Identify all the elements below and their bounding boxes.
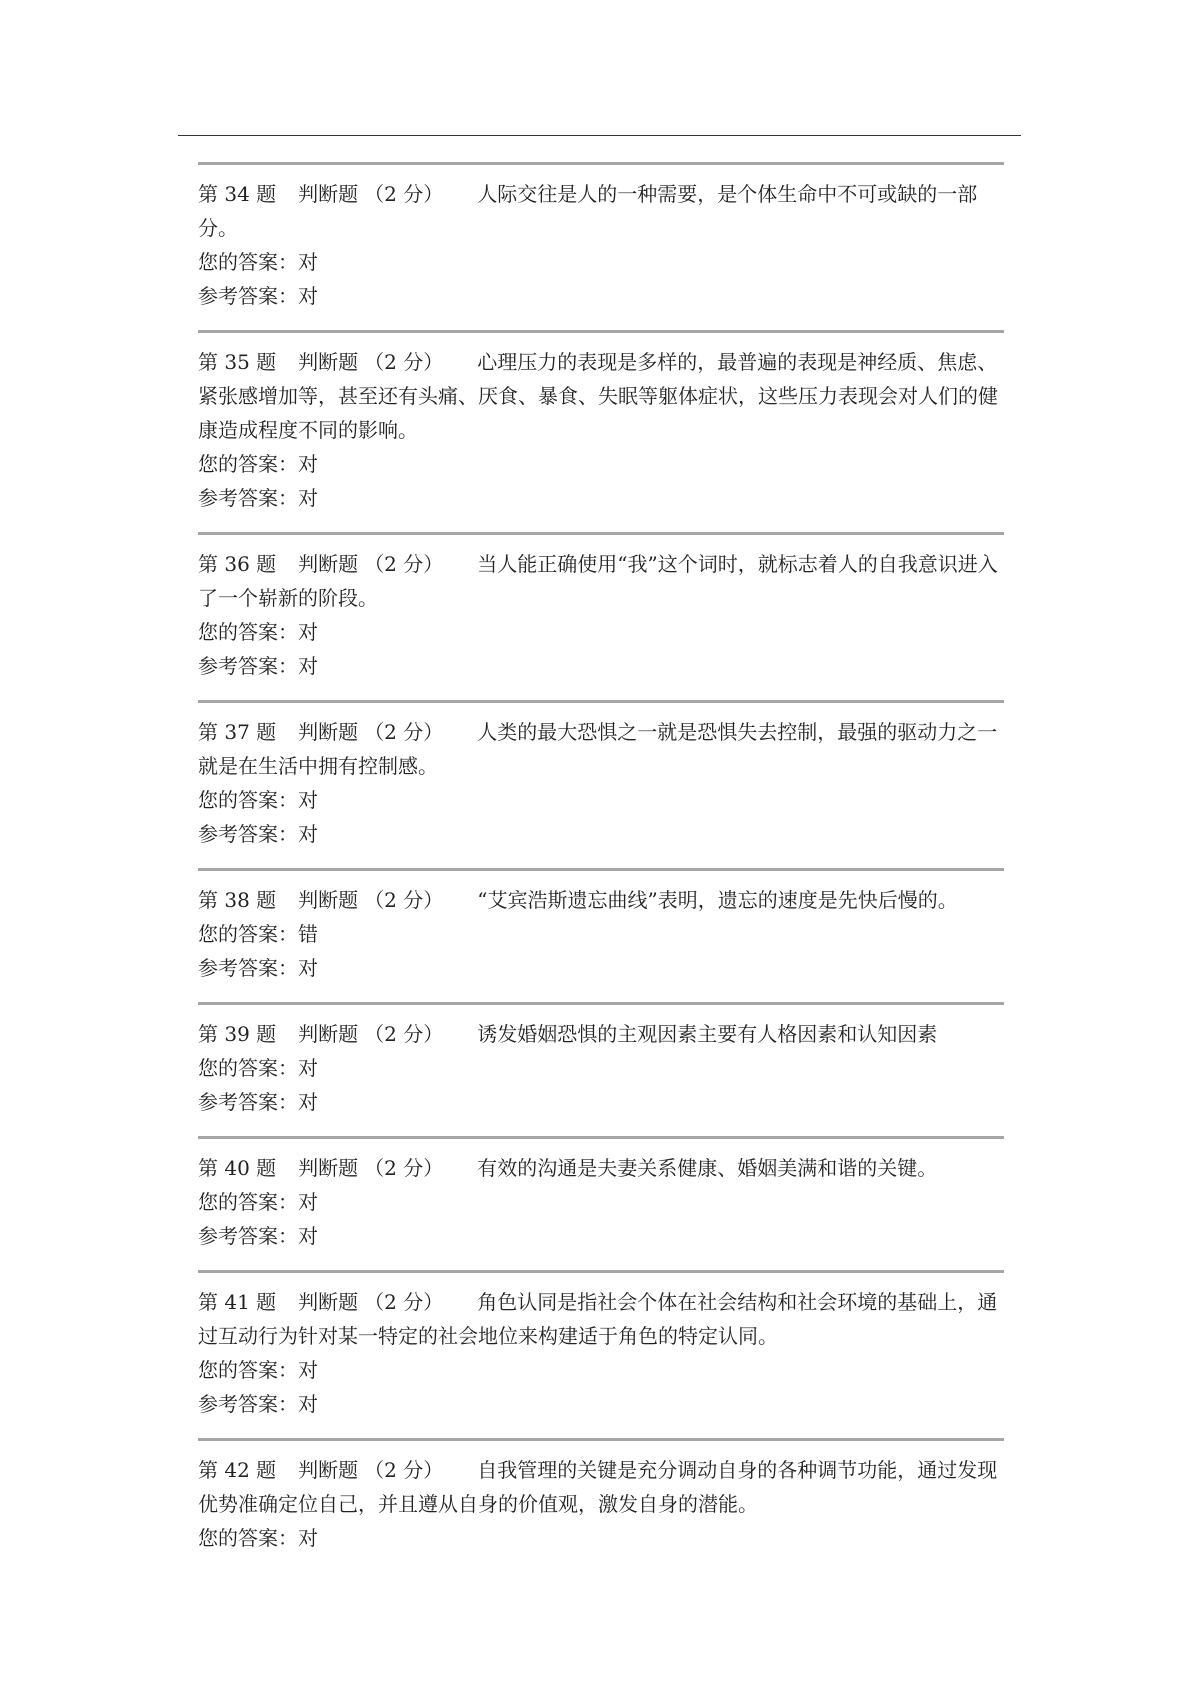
question-score: （2 分） xyxy=(364,1458,444,1482)
question-separator xyxy=(198,1136,1004,1139)
reference-answer-line xyxy=(198,817,1004,851)
question-list xyxy=(198,162,1004,1572)
question-score: （2 分） xyxy=(364,888,444,912)
question-type: 判断题 xyxy=(298,350,359,374)
your-answer-line xyxy=(198,1185,1004,1219)
reference-answer-label: 参考答案： xyxy=(198,486,298,510)
your-answer-label: 您的答案： xyxy=(198,452,298,476)
question-number: 第 38 题 xyxy=(198,888,277,912)
question-text-line xyxy=(198,177,1004,245)
reference-answer-label: 参考答案： xyxy=(198,1392,298,1416)
question-statement: 自我管理的关键是充分调动自身的各种调节功能，通过发现优势准确定位自己，并且遵从自身的价值观，激发自身的潜能。 xyxy=(198,1458,998,1516)
reference-answer-label: 参考答案： xyxy=(198,956,298,980)
reference-answer-line xyxy=(198,1387,1004,1421)
question-type: 判断题 xyxy=(298,1022,359,1046)
question-text-line xyxy=(198,715,1004,783)
question-number: 第 41 题 xyxy=(198,1290,277,1314)
question-block xyxy=(198,700,1004,868)
your-answer-line xyxy=(198,783,1004,817)
your-answer-label: 您的答案： xyxy=(198,620,298,644)
your-answer-label: 您的答案： xyxy=(198,1526,298,1550)
your-answer-label: 您的答案： xyxy=(198,250,298,274)
question-block xyxy=(198,1270,1004,1438)
your-answer-label: 您的答案： xyxy=(198,1358,298,1382)
question-number: 第 35 题 xyxy=(198,350,277,374)
your-answer-value: 对 xyxy=(298,620,318,644)
your-answer-value: 错 xyxy=(298,922,318,946)
question-separator xyxy=(198,1002,1004,1005)
question-statement: 人类的最大恐惧之一就是恐惧失去控制，最强的驱动力之一就是在生活中拥有控制感。 xyxy=(198,720,998,778)
question-type: 判断题 xyxy=(298,1290,359,1314)
reference-answer-value: 对 xyxy=(298,1090,318,1114)
reference-answer-label: 参考答案： xyxy=(198,654,298,678)
question-score: （2 分） xyxy=(364,1290,444,1314)
question-statement: 人际交往是人的一种需要，是个体生命中不可或缺的一部分。 xyxy=(198,182,978,240)
question-statement: 角色认同是指社会个体在社会结构和社会环境的基础上，通过互动行为针对某一特定的社会地位来构建适于角色的特定认同。 xyxy=(198,1290,998,1348)
reference-answer-value: 对 xyxy=(298,486,318,510)
reference-answer-label: 参考答案： xyxy=(198,284,298,308)
question-separator xyxy=(198,1270,1004,1273)
question-type: 判断题 xyxy=(298,552,359,576)
your-answer-line xyxy=(198,1353,1004,1387)
question-block xyxy=(198,1136,1004,1270)
question-score: （2 分） xyxy=(364,350,444,374)
question-statement: “艾宾浩斯遗忘曲线”表明，遗忘的速度是先快后慢的。 xyxy=(477,888,958,912)
question-score: （2 分） xyxy=(364,552,444,576)
question-type: 判断题 xyxy=(298,720,359,744)
your-answer-label: 您的答案： xyxy=(198,1190,298,1214)
question-separator xyxy=(198,868,1004,871)
question-type: 判断题 xyxy=(298,888,359,912)
question-score: （2 分） xyxy=(364,1022,444,1046)
reference-answer-line xyxy=(198,279,1004,313)
question-separator xyxy=(198,330,1004,333)
your-answer-value: 对 xyxy=(298,788,318,812)
question-number: 第 34 题 xyxy=(198,182,277,206)
question-separator xyxy=(198,700,1004,703)
question-text-line xyxy=(198,547,1004,615)
question-text-line xyxy=(198,1017,1004,1051)
your-answer-line xyxy=(198,615,1004,649)
question-statement: 诱发婚姻恐惧的主观因素主要有人格因素和认知因素 xyxy=(477,1022,938,1046)
question-block xyxy=(198,532,1004,700)
reference-answer-value: 对 xyxy=(298,1392,318,1416)
question-statement: 有效的沟通是夫妻关系健康、婚姻美满和谐的关键。 xyxy=(477,1156,938,1180)
reference-answer-label: 参考答案： xyxy=(198,1090,298,1114)
reference-answer-value: 对 xyxy=(298,654,318,678)
question-type: 判断题 xyxy=(298,182,359,206)
question-text-line xyxy=(198,883,1004,917)
question-block xyxy=(198,868,1004,1002)
your-answer-value: 对 xyxy=(298,1526,318,1550)
reference-answer-value: 对 xyxy=(298,1224,318,1248)
question-separator xyxy=(198,162,1004,165)
your-answer-value: 对 xyxy=(298,1358,318,1382)
question-separator xyxy=(198,1438,1004,1441)
your-answer-label: 您的答案： xyxy=(198,1056,298,1080)
question-separator xyxy=(198,532,1004,535)
question-score: （2 分） xyxy=(364,1156,444,1180)
header-rule xyxy=(178,135,1021,136)
question-statement: 心理压力的表现是多样的，最普遍的表现是神经质、焦虑、紧张感增加等，甚至还有头痛、厌食、暴食、失眠等躯体症状，这些压力表现会对人们的健康造成程度不同的影响。 xyxy=(198,350,998,442)
your-answer-line xyxy=(198,917,1004,951)
question-type: 判断题 xyxy=(298,1458,359,1482)
reference-answer-label: 参考答案： xyxy=(198,1224,298,1248)
question-text-line xyxy=(198,1285,1004,1353)
your-answer-line xyxy=(198,245,1004,279)
question-block xyxy=(198,1438,1004,1572)
question-block xyxy=(198,162,1004,330)
reference-answer-line xyxy=(198,951,1004,985)
your-answer-line xyxy=(198,447,1004,481)
reference-answer-value: 对 xyxy=(298,956,318,980)
your-answer-value: 对 xyxy=(298,452,318,476)
question-text-line xyxy=(198,1453,1004,1521)
question-number: 第 39 题 xyxy=(198,1022,277,1046)
your-answer-line xyxy=(198,1051,1004,1085)
question-block xyxy=(198,330,1004,532)
reference-answer-label: 参考答案： xyxy=(198,822,298,846)
question-number: 第 37 题 xyxy=(198,720,277,744)
reference-answer-value: 对 xyxy=(298,822,318,846)
your-answer-label: 您的答案： xyxy=(198,788,298,812)
question-text-line xyxy=(198,345,1004,447)
question-score: （2 分） xyxy=(364,720,444,744)
question-score: （2 分） xyxy=(364,182,444,206)
reference-answer-line xyxy=(198,649,1004,683)
your-answer-value: 对 xyxy=(298,1190,318,1214)
question-number: 第 40 题 xyxy=(198,1156,277,1180)
question-number: 第 36 题 xyxy=(198,552,277,576)
question-block xyxy=(198,1002,1004,1136)
your-answer-value: 对 xyxy=(298,250,318,274)
question-number: 第 42 题 xyxy=(198,1458,277,1482)
question-statement: 当人能正确使用“我”这个词时，就标志着人的自我意识进入了一个崭新的阶段。 xyxy=(198,552,998,610)
your-answer-line xyxy=(198,1521,1004,1555)
question-text-line xyxy=(198,1151,1004,1185)
your-answer-label: 您的答案： xyxy=(198,922,298,946)
reference-answer-line xyxy=(198,1219,1004,1253)
question-type: 判断题 xyxy=(298,1156,359,1180)
reference-answer-line xyxy=(198,1085,1004,1119)
reference-answer-line xyxy=(198,481,1004,515)
your-answer-value: 对 xyxy=(298,1056,318,1080)
reference-answer-value: 对 xyxy=(298,284,318,308)
